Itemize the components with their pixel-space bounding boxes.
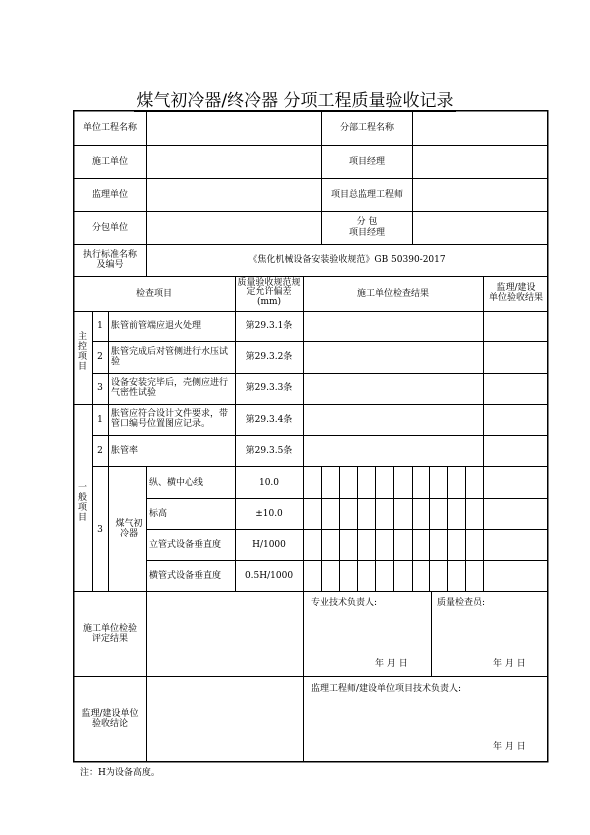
main-item-1-text: 胀管前管端应退火处理 [111,321,202,331]
main-item-2-spec: 第29.3.2条 [245,352,293,362]
main-item-3-text: 设备安装完毕后，壳侧应进行气密性试验 [111,378,229,398]
supervision-header-line2: 单位验收结果 [488,293,544,303]
sub-pm-label-line2: 项目经理 [348,228,386,238]
evaluation-date-1: 年 月 日 [375,659,408,669]
main-item-1-no: 1 [97,321,103,331]
standard-label-line2: 及编号 [96,260,124,270]
supervision-header-line1: 监理/建设 [496,283,536,293]
tolerance-row-2-value: ±10.0 [255,509,283,519]
check-item-header: 检查项目 [135,289,173,299]
general-label: 一般项目 [78,483,88,523]
general-item-1-spec: 第29.3.4条 [245,415,293,425]
page-title: 煤气初冷器/终冷器 分项工程质量验收记录 [136,91,454,111]
main-item-3-spec: 第29.3.3条 [245,383,293,393]
tolerance-row-1-value: 10.0 [258,478,280,488]
sub-pm-label-line1: 分 包 [356,217,378,227]
general-item-1-text: 胀管应符合设计文件要求，带管口编号位置图应记录。 [111,409,229,429]
footnote: 注：H为设备高度。 [80,768,160,778]
table-grid-lines [73,110,549,763]
general-item-2-no: 2 [97,446,103,456]
tolerance-row-2-name: 标高 [149,509,168,519]
acceptance-signer-label: 监理工程师/建设单位项目技术负责人: [311,684,462,694]
tolerance-row-4-value: 0.5H/1000 [244,571,294,581]
general-item-2-text: 胀管率 [111,446,139,456]
project-manager-label: 项目经理 [348,157,386,167]
evaluation-label-line2: 评定结果 [91,634,129,644]
contractor-label: 施工单位 [91,157,129,167]
inspection-form-table [73,110,548,762]
general-item-2-spec: 第29.3.5条 [245,446,293,456]
standard-value: 《焦化机械设备安装验收规范》GB 50390-2017 [248,255,446,265]
inspector-label: 质量检查员: [437,598,486,608]
evaluation-date-2: 年 月 日 [493,659,526,669]
spec-header-line1: 质量验收规范规 [237,278,301,288]
main-item-2-text: 胀管完成后对管侧进行水压试验 [111,347,229,367]
equipment-name: 煤气初冷器 [115,519,143,539]
evaluation-label-line1: 施工单位检验 [82,624,138,634]
tolerance-row-3-name: 立管式设备垂直度 [149,540,222,550]
standard-label-line1: 执行标准名称 [82,250,138,260]
acceptance-label-line1: 监理/建设单位 [81,709,139,719]
main-item-1-spec: 第29.3.1条 [245,321,293,331]
acceptance-date: 年 月 日 [493,742,526,752]
acceptance-label-line2: 验收结论 [91,719,129,729]
sub-project-label: 分部工程名称 [339,123,395,133]
main-item-2-no: 2 [97,352,103,362]
main-control-label: 主控项目 [78,332,88,372]
tolerance-row-1-name: 纵、横中心线 [149,478,204,488]
tech-lead-label: 专业技术负责人: [311,598,378,608]
tolerance-row-3-value: H/1000 [252,540,286,550]
tolerance-row-4-name: 横管式设备垂直度 [149,571,222,581]
main-item-3-no: 3 [97,383,103,393]
spec-header-line2: 定允许偏差 [246,287,292,297]
general-item-1-no: 1 [97,415,103,425]
supervisor-label: 监理单位 [91,190,129,200]
subcontractor-label: 分包单位 [91,223,129,233]
construction-result-header: 施工单位检查结果 [356,289,430,299]
unit-project-label: 单位工程名称 [82,123,138,133]
chief-supervisor-label: 项目总监理工程师 [330,190,404,200]
spec-header-line3: (mm) [256,297,282,307]
general-item-3-no: 3 [97,525,103,535]
